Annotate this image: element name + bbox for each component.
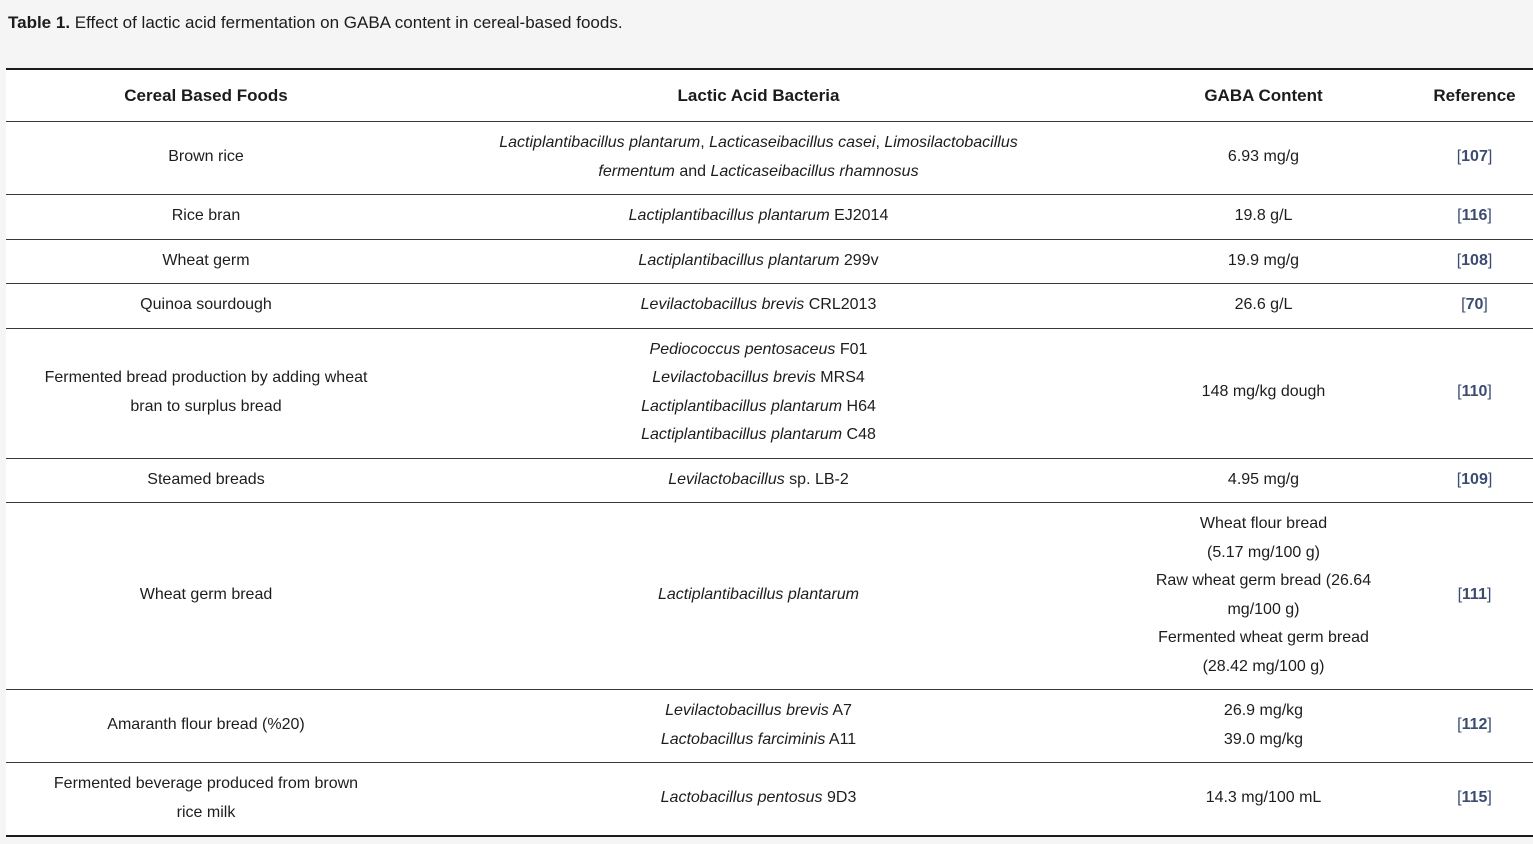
column-header-cereal-based-foods: Cereal Based Foods bbox=[6, 69, 406, 122]
plain-text: Wheat germ bbox=[162, 251, 250, 269]
plain-text: EJ2014 bbox=[829, 207, 889, 224]
cell-line bbox=[1117, 378, 1410, 407]
plain-text: 6.93 mg/g bbox=[1227, 148, 1300, 166]
cell-line bbox=[1117, 247, 1410, 276]
cell-line bbox=[1117, 596, 1410, 625]
table-row bbox=[6, 690, 1533, 763]
cell-line bbox=[12, 202, 400, 231]
plain-text: 26.9 mg/kg bbox=[1223, 702, 1304, 719]
cell-line bbox=[412, 466, 1105, 495]
plain-text: rice milk bbox=[176, 803, 236, 821]
cell-line bbox=[12, 247, 400, 276]
cell-gaba-content bbox=[1111, 690, 1416, 763]
cell-lactic-acid-bacteria bbox=[406, 239, 1111, 284]
reference-link[interactable]: [110] bbox=[1457, 383, 1492, 401]
cell-line bbox=[412, 421, 1105, 450]
cell-line bbox=[12, 770, 400, 799]
plain-text: 26.6 g/L bbox=[1234, 296, 1293, 313]
cell-line bbox=[412, 393, 1105, 422]
table-row bbox=[6, 122, 1533, 195]
species-name: Lactiplantibacillus plantarum bbox=[638, 251, 840, 269]
cell-line bbox=[1117, 202, 1410, 231]
cell-lactic-acid-bacteria bbox=[406, 503, 1111, 690]
cell-line bbox=[1117, 784, 1410, 813]
cell-cereal-based-food bbox=[6, 328, 406, 458]
cell-line bbox=[12, 711, 400, 740]
cell-line bbox=[1117, 567, 1410, 596]
cell-lactic-acid-bacteria bbox=[406, 458, 1111, 503]
reference-link[interactable]: [116] bbox=[1457, 207, 1492, 224]
plain-text: 39.0 mg/kg bbox=[1223, 730, 1304, 748]
species-name: Levilactobacillus brevis bbox=[665, 702, 829, 719]
plain-text: A7 bbox=[828, 702, 852, 719]
cell-gaba-content bbox=[1111, 763, 1416, 837]
cell-line bbox=[1117, 726, 1410, 755]
cell-line bbox=[12, 143, 400, 172]
cell-line bbox=[412, 581, 1105, 610]
cell-reference bbox=[1416, 328, 1533, 458]
species-name: Pediococcus pentosaceus bbox=[649, 340, 836, 358]
cell-reference bbox=[1416, 458, 1533, 503]
cell-reference bbox=[1416, 284, 1533, 329]
column-header-gaba-content: GABA Content bbox=[1111, 69, 1416, 122]
plain-text: Steamed breads bbox=[147, 470, 265, 488]
cell-line bbox=[1117, 653, 1410, 682]
cell-line bbox=[12, 291, 400, 320]
cell-line bbox=[12, 581, 400, 610]
plain-text: 148 mg/kg dough bbox=[1201, 383, 1326, 401]
column-header-lactic-acid-bacteria: Lactic Acid Bacteria bbox=[406, 69, 1111, 122]
cell-lactic-acid-bacteria bbox=[406, 328, 1111, 458]
species-name: Lactiplantibacillus plantarum bbox=[628, 207, 830, 224]
reference-link[interactable]: [70] bbox=[1461, 296, 1488, 313]
cell-cereal-based-food bbox=[6, 195, 406, 240]
species-name: Lacticaseibacillus rhamnosus bbox=[710, 162, 919, 180]
plain-text: sp. LB-2 bbox=[784, 470, 849, 488]
plain-text: MRS4 bbox=[815, 369, 865, 386]
cell-line bbox=[1117, 143, 1410, 172]
table-row bbox=[6, 239, 1533, 284]
cell-line bbox=[1117, 697, 1410, 726]
header-row bbox=[6, 69, 1533, 122]
table-row bbox=[6, 503, 1533, 690]
cell-line bbox=[412, 247, 1105, 276]
species-name: Levilactobacillus brevis bbox=[640, 296, 805, 313]
cell-reference bbox=[1416, 239, 1533, 284]
plain-text: H64 bbox=[842, 397, 876, 415]
cell-cereal-based-food bbox=[6, 458, 406, 503]
cell-line bbox=[1117, 624, 1410, 653]
table-body bbox=[6, 122, 1533, 837]
cell-reference bbox=[1416, 122, 1533, 195]
plain-text: 19.9 mg/g bbox=[1227, 251, 1300, 269]
table-caption-text: Effect of lactic acid fermentation on GABA content in cereal-based foods. bbox=[70, 13, 623, 32]
cell-gaba-content bbox=[1111, 503, 1416, 690]
species-name: Levilactobacillus bbox=[668, 470, 785, 488]
plain-text: Raw wheat germ bread (26.64 bbox=[1155, 572, 1372, 589]
plain-text: Brown rice bbox=[168, 148, 244, 166]
cell-cereal-based-food bbox=[6, 122, 406, 195]
species-name: Lactobacillus pentosus bbox=[660, 789, 823, 807]
cell-reference bbox=[1416, 690, 1533, 763]
cell-line bbox=[412, 158, 1105, 187]
plain-text: Rice bran bbox=[171, 207, 241, 224]
plain-text: Amaranth flour bread (%20) bbox=[107, 716, 305, 734]
plain-text: 4.95 mg/g bbox=[1227, 470, 1300, 488]
plain-text: mg/100 g) bbox=[1227, 600, 1300, 618]
cell-line bbox=[412, 129, 1105, 158]
cell-line bbox=[1117, 291, 1410, 320]
cell-line bbox=[412, 336, 1105, 365]
cell-lactic-acid-bacteria bbox=[406, 284, 1111, 329]
reference-link[interactable]: [108] bbox=[1456, 251, 1493, 269]
cell-gaba-content bbox=[1111, 458, 1416, 503]
species-name: fermentum bbox=[598, 162, 675, 180]
cell-lactic-acid-bacteria bbox=[406, 122, 1111, 195]
table-row bbox=[6, 328, 1533, 458]
table-row bbox=[6, 458, 1533, 503]
plain-text: 9D3 bbox=[822, 789, 857, 807]
cell-line bbox=[1117, 510, 1410, 539]
cell-cereal-based-food bbox=[6, 763, 406, 837]
species-name: Lactiplantibacillus plantarum bbox=[499, 134, 701, 151]
plain-text: (28.42 mg/100 g) bbox=[1202, 657, 1325, 675]
cell-lactic-acid-bacteria bbox=[406, 763, 1111, 837]
cell-cereal-based-food bbox=[6, 239, 406, 284]
reference-link[interactable]: [109] bbox=[1456, 470, 1493, 488]
cell-line bbox=[412, 291, 1105, 320]
reference-link[interactable]: [107] bbox=[1456, 148, 1493, 166]
table-row bbox=[6, 763, 1533, 837]
cell-reference bbox=[1416, 195, 1533, 240]
cell-lactic-acid-bacteria bbox=[406, 195, 1111, 240]
plain-text: 299v bbox=[839, 251, 879, 269]
cell-line bbox=[12, 364, 400, 393]
cell-gaba-content bbox=[1111, 195, 1416, 240]
species-name: Lacticaseibacillus casei bbox=[709, 134, 876, 151]
plain-text: , bbox=[700, 134, 710, 151]
table-row bbox=[6, 195, 1533, 240]
species-name: Lactiplantibacillus plantarum bbox=[641, 397, 843, 415]
cell-line bbox=[412, 784, 1105, 813]
plain-text: bran to surplus bread bbox=[130, 397, 282, 415]
species-name: Lactobacillus farciminis bbox=[660, 730, 826, 748]
cell-cereal-based-food bbox=[6, 503, 406, 690]
cell-line bbox=[412, 726, 1105, 755]
table-caption bbox=[0, 0, 1533, 35]
cell-gaba-content bbox=[1111, 284, 1416, 329]
cell-line bbox=[412, 697, 1105, 726]
table-row bbox=[6, 284, 1533, 329]
cell-line bbox=[1117, 466, 1410, 495]
plain-text: Wheat germ bread bbox=[139, 586, 273, 604]
table-caption-label: Table 1. bbox=[8, 13, 71, 32]
plain-text: A11 bbox=[825, 730, 857, 748]
plain-text: and bbox=[674, 162, 711, 180]
cell-reference bbox=[1416, 763, 1533, 837]
plain-text: 14.3 mg/100 mL bbox=[1205, 789, 1322, 807]
column-header-reference: Reference bbox=[1416, 69, 1533, 122]
plain-text: 19.8 g/L bbox=[1234, 207, 1293, 224]
cell-gaba-content bbox=[1111, 328, 1416, 458]
plain-text: Fermented beverage produced from brown bbox=[53, 775, 359, 792]
cell-reference bbox=[1416, 503, 1533, 690]
reference-link[interactable]: [111] bbox=[1457, 586, 1492, 604]
cell-line bbox=[12, 393, 400, 422]
reference-link[interactable]: [112] bbox=[1457, 716, 1492, 734]
species-name: Lactiplantibacillus plantarum bbox=[641, 426, 843, 443]
cell-line bbox=[412, 364, 1105, 393]
cell-line bbox=[12, 799, 400, 828]
plain-text: CRL2013 bbox=[804, 296, 877, 313]
plain-text: Wheat flour bread bbox=[1199, 515, 1328, 532]
cell-gaba-content bbox=[1111, 239, 1416, 284]
reference-link[interactable]: [115] bbox=[1457, 789, 1492, 807]
cell-line bbox=[412, 202, 1105, 231]
cell-cereal-based-food bbox=[6, 284, 406, 329]
cell-lactic-acid-bacteria bbox=[406, 690, 1111, 763]
plain-text: Fermented bread production by adding wheat bbox=[44, 369, 368, 386]
plain-text: Quinoa sourdough bbox=[140, 296, 272, 313]
cell-line bbox=[12, 466, 400, 495]
plain-text: Fermented wheat germ bread bbox=[1158, 629, 1369, 646]
cell-line bbox=[1117, 539, 1410, 568]
plain-text: (5.17 mg/100 g) bbox=[1207, 543, 1320, 561]
cell-cereal-based-food bbox=[6, 690, 406, 763]
gaba-table bbox=[6, 68, 1533, 837]
plain-text: , bbox=[875, 134, 885, 151]
plain-text: C48 bbox=[842, 426, 876, 443]
cell-gaba-content bbox=[1111, 122, 1416, 195]
species-name: Levilactobacillus brevis bbox=[652, 369, 816, 386]
species-name: Lactiplantibacillus plantarum bbox=[658, 586, 859, 604]
plain-text: F01 bbox=[835, 340, 868, 358]
species-name: Limosilactobacillus bbox=[884, 134, 1018, 151]
